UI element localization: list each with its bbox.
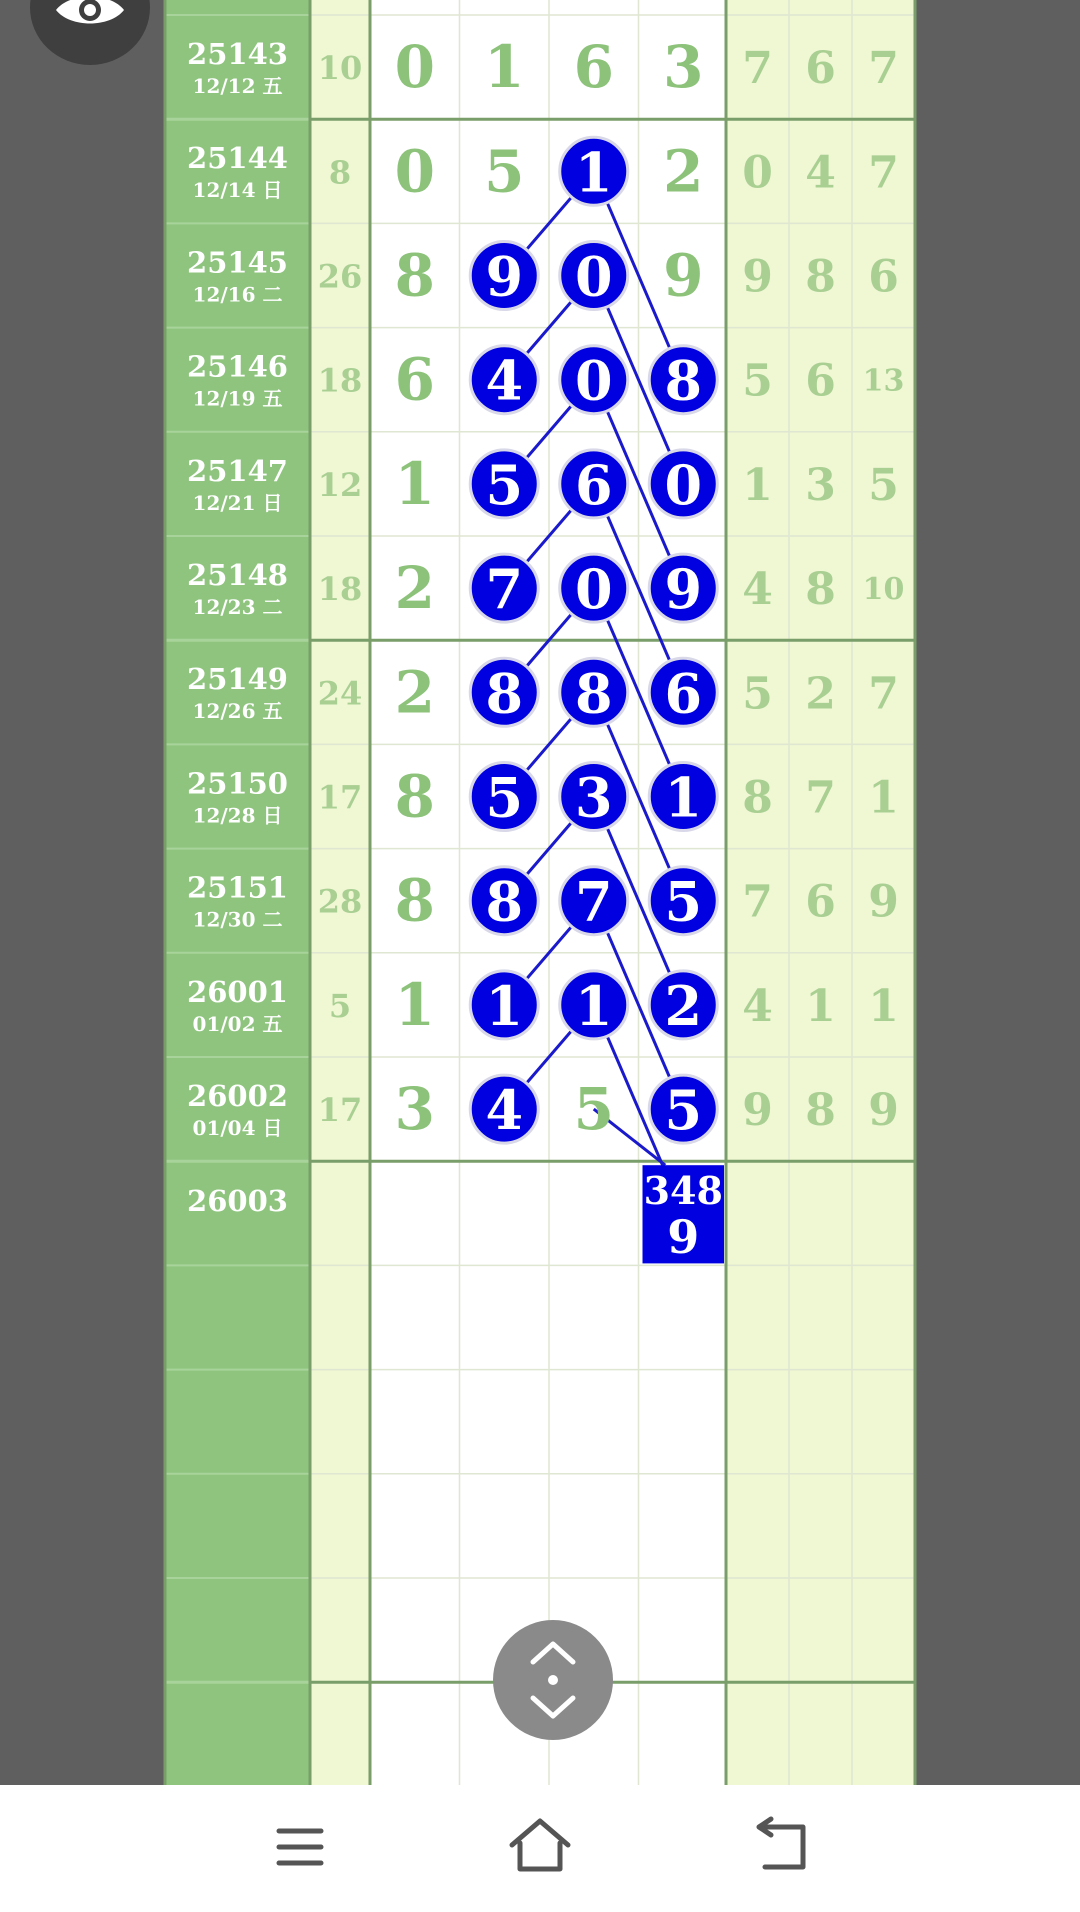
digit-value: 0 [394, 137, 435, 206]
digit-value: 6 [664, 661, 703, 726]
period-date: 12/28 日 [192, 803, 283, 828]
digit-value: 1 [394, 449, 435, 518]
digit-value: 6 [394, 345, 435, 414]
extra-value: 6 [805, 43, 836, 95]
sum-value: 8 [328, 153, 352, 192]
extra-value: 6 [805, 355, 836, 407]
digit-value: 0 [574, 348, 613, 413]
period-date: 01/02 五 [192, 1011, 283, 1036]
period-date: 12/14 日 [192, 178, 283, 203]
eye-icon [52, 0, 128, 30]
extra-value: 9 [742, 1085, 773, 1137]
digit-value: 5 [664, 869, 703, 934]
digit-value: 0 [394, 33, 435, 102]
sum-value: 18 [317, 570, 363, 609]
digit-value: 4 [485, 348, 524, 413]
extra-value: 4 [742, 980, 773, 1032]
digit-value: 7 [574, 869, 613, 934]
extra-value: 1 [868, 980, 899, 1032]
digit-value: 8 [574, 661, 613, 726]
extra-value: 13 [862, 363, 905, 399]
digit-value: 5 [484, 137, 525, 206]
digit-value: 8 [394, 241, 435, 310]
digit-value: 7 [485, 557, 524, 622]
sum-value: 17 [317, 1091, 363, 1130]
extra-value: 2 [805, 668, 836, 720]
digit-value: 2 [394, 658, 435, 727]
extra-value: 7 [868, 668, 899, 720]
digit-value: 3 [394, 1075, 435, 1144]
sum-value: 18 [317, 361, 363, 400]
digit-value: 5 [485, 452, 524, 517]
scroll-toggle-button[interactable] [493, 1620, 613, 1740]
digit-value: 4 [485, 1078, 524, 1143]
sum-value: 12 [317, 465, 363, 504]
home-icon [495, 1807, 585, 1887]
extra-value: 3 [805, 459, 836, 511]
extra-value: 7 [868, 147, 899, 199]
extra-value: 9 [868, 1085, 899, 1137]
digit-value: 8 [664, 348, 703, 413]
period-date: 12/19 五 [192, 386, 283, 411]
period-number: 25143 [187, 37, 288, 71]
extra-value: 6 [805, 876, 836, 928]
extra-value: 1 [868, 772, 899, 824]
digit-value: 1 [394, 970, 435, 1039]
digit-value: 6 [573, 33, 614, 102]
digit-value: 1 [574, 973, 613, 1038]
digit-value: 2 [664, 973, 703, 1038]
digit-value: 5 [664, 1078, 703, 1143]
extra-value: 8 [805, 564, 836, 616]
period-date: 12/26 五 [192, 699, 283, 724]
period-number: 25147 [187, 453, 288, 488]
digit-value: 0 [664, 452, 703, 517]
period-number: 25150 [187, 766, 288, 801]
scroll-updown-icon [493, 1620, 613, 1740]
extra-value: 5 [742, 355, 773, 407]
extra-value: 6 [868, 251, 899, 303]
home-nav-button[interactable] [495, 1807, 585, 1887]
period-date: 12/12 五 [192, 74, 283, 98]
extra-value: 5 [742, 668, 773, 720]
period-number: 25146 [187, 349, 288, 384]
digit-value: 1 [664, 765, 703, 830]
sum-value: 26 [317, 257, 363, 296]
period-date: 12/30 二 [192, 907, 283, 932]
digit-value: 5 [485, 765, 524, 830]
digit-value: 8 [485, 661, 524, 726]
digit-value: 6 [574, 452, 613, 517]
digit-value: 1 [485, 973, 524, 1038]
digit-value: 1 [484, 33, 525, 102]
digit-value: 3 [574, 765, 613, 830]
extra-value: 4 [742, 564, 773, 616]
extra-value: 7 [805, 772, 836, 824]
period-date: 12/23 二 [192, 595, 283, 619]
period-date: 12/16 二 [192, 282, 283, 307]
back-nav-button[interactable] [735, 1807, 825, 1887]
menu-nav-button[interactable] [255, 1807, 345, 1887]
system-nav-bar [0, 1785, 1080, 1912]
back-icon [735, 1807, 825, 1887]
digit-value: 3 [663, 33, 704, 102]
period-number: 26002 [187, 1079, 288, 1113]
extra-value: 8 [805, 1085, 836, 1137]
prediction-digits: 348 [643, 1168, 723, 1214]
digit-value: 9 [485, 244, 524, 309]
menu-icon [255, 1807, 345, 1887]
sum-value: 24 [317, 674, 363, 713]
digit-value: 2 [663, 137, 704, 206]
digit-value: 8 [394, 866, 435, 935]
extra-value: 5 [868, 459, 899, 511]
period-number: 26001 [187, 974, 288, 1009]
extra-value: 7 [742, 876, 773, 928]
sum-value: 28 [317, 882, 363, 921]
digit-value: 0 [574, 244, 613, 309]
period-date: 12/21 日 [192, 490, 283, 515]
extra-value: 9 [742, 251, 773, 303]
period-number: 25148 [187, 558, 288, 592]
extra-value: 1 [742, 459, 773, 511]
digit-value: 5 [573, 1075, 614, 1144]
digit-value: 0 [574, 557, 613, 622]
sum-value: 17 [317, 778, 363, 817]
period-number: 25145 [187, 245, 288, 280]
period-number: 26003 [187, 1184, 288, 1219]
extra-value: 7 [868, 43, 899, 95]
sum-value: 5 [328, 986, 352, 1025]
extra-value: 10 [862, 572, 905, 608]
extra-value: 9 [868, 876, 899, 928]
period-date: 01/04 日 [192, 1116, 283, 1140]
extra-value: 1 [805, 980, 836, 1032]
extra-value: 7 [742, 43, 773, 95]
period-number: 25151 [187, 870, 288, 905]
digit-value: 9 [664, 557, 703, 622]
digit-value: 2 [394, 554, 435, 623]
period-number: 25144 [187, 141, 288, 176]
digit-value: 8 [394, 762, 435, 831]
period-number: 25149 [187, 662, 288, 697]
digit-value: 1 [574, 140, 613, 205]
extra-value: 8 [742, 772, 773, 824]
prediction-digits: 9 [667, 1210, 700, 1265]
digit-value: 8 [485, 869, 524, 934]
digit-value: 9 [663, 241, 704, 310]
extra-value: 4 [805, 147, 836, 199]
sum-value: 10 [317, 49, 363, 88]
extra-value: 0 [742, 147, 773, 199]
extra-value: 8 [805, 251, 836, 303]
